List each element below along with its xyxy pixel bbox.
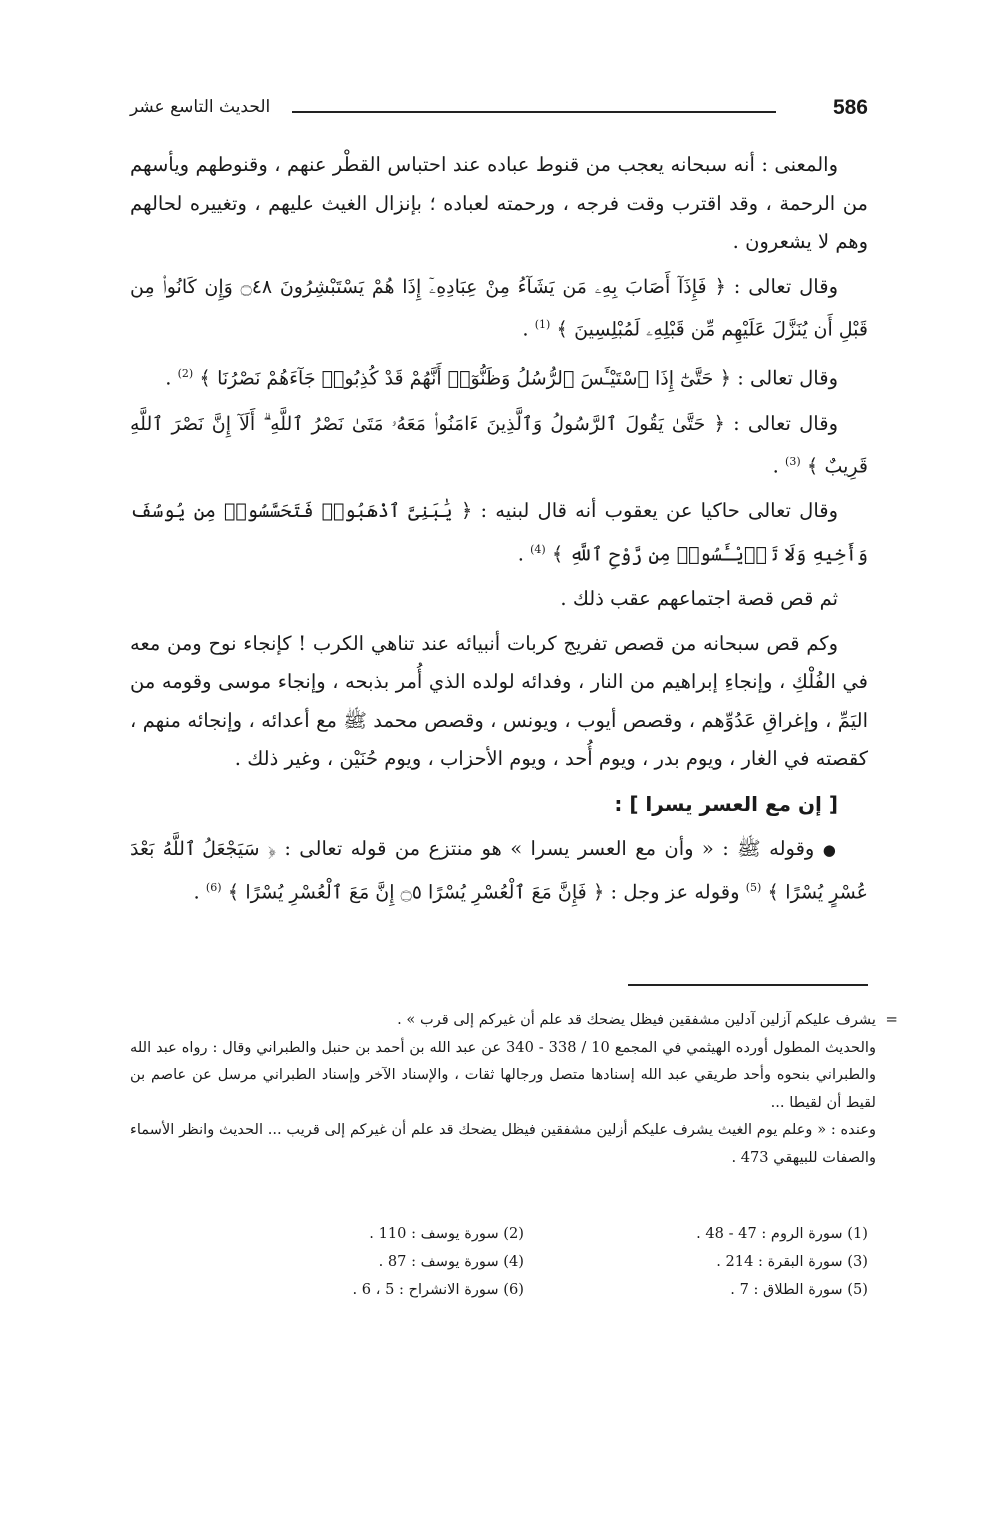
footnote-line: والحديث المطول أورده الهيثمي في المجمع 10 / 338 - 340 عن عبد الله بن أحمد بن حنبل والطبراني وقال : رواه عبد الله والطبراني بنحوه وأحد طريقي عبد الله إسنادها متصل ورجالها ثقات ، والإسناد الآخر وإسناد الطبراني مرسل عن عاصم بن لقيط أن لقيطا ... <box>130 1038 876 1111</box>
verse-intro: وقال تعالى حاكيا عن يعقوب أنه قال لبنيه : ﴿ <box>460 499 839 523</box>
quran-verse: يَٰبَنِىَّ ٱذْهَبُوا۟ فَتَحَسَّسُوا۟ مِن يُوسُفَ وَأَخِيهِ وَلَا تَا۟يْـَٔسُوا۟ مِن رَّوْحِ ٱللَّهِ <box>130 500 868 566</box>
footnote-line: وعنده : « وعلم يوم الغيث يشرف عليكم أزلين مشفقين فيظل يضحك قد علم أن غيركم إلى قريب ... الحديث وانظر الأسماء والصفات للبيهقي 473 . <box>130 1121 876 1166</box>
paragraph-hardship-ease: ● وقوله ﷺ : « وأن مع العسر يسرا » هو منتزع من قوله تعالى : ﴿ سَيَجْعَلُ ٱللَّهُ بَعْدَ عُسْرٍ يُسْرًا ﴾ $^{(5)}$ وقوله عز وجل : ﴿ فَإِنَّ مَعَ ٱلْعُسْرِ يُسْرًا ۝٥ إِنَّ مَعَ ٱلْعُسْرِ يُسْرًا ﴾ $^{(6)}$ . <box>130 836 868 904</box>
paragraph-prophets: وكم قص سبحانه من قصص تفريج كربات أنبيائه عند تناهي الكرب ! كإنجاء نوح ومن معه في الفُلْكِ ، وإنجاءِ إبراهيم من النار ، وفدائه لولده الذي أُمر بذبحه ، وإنجاء موسى وقومه من اليَمِّ ، وإغراقِ عَدُوِّهم ، وقصص أيوب ، ويونس ، وقصص محمد ﷺ مع أعدائه ، وإنجائه منهم ، كقصته في الغار ، ويوم بدر ، ويوم أُحد ، ويوم الأحزاب ، ويوم حُنَيْن ، وغير ذلك . <box>130 631 868 771</box>
quran-verse: فَإِنَّ مَعَ ٱلْعُسْرِ يُسْرًا ۝٥ إِنَّ مَعَ ٱلْعُسْرِ يُسْرًا <box>245 881 587 904</box>
page-number: 586 <box>832 96 868 119</box>
paragraph-verse-yusuf-110: وقال تعالى : ﴿ حَتَّىٰٓ إِذَا ٱسْتَيْـَٔسَ ٱلرُّسُلُ وَظَنُّوٓا۟ أَنَّهُمْ قَدْ كُذِبُوا۟ جَآءَهُمْ نَصْرُنَا ﴾ $^{(2)}$ . <box>165 366 838 390</box>
paragraph-verse-yusuf-87: وقال تعالى حاكيا عن يعقوب أنه قال لبنيه : ﴿ يَٰبَنِىَّ ٱذْهَبُوا۟ فَتَحَسَّسُوا۟ مِن يُوسُفَ وَأَخِيهِ وَلَا تَا۟يْـَٔسُوا۟ مِن رَّوْحِ ٱللَّهِ ﴾ $^{(4)}$ . <box>130 499 868 566</box>
footnote-ref[interactable]: (2) <box>177 367 194 381</box>
reference-item: (5) سورة الطلاق : 7 . <box>730 1281 868 1298</box>
paragraph-verse-rum: وقال تعالى : ﴿ فَإِذَآ أَصَابَ بِهِۦ مَن يَشَآءُ مِنْ عِبَادِهِۦٓ إِذَا هُمْ يَسْتَبْشِرُونَ ۝٤٨ وَإِن كَانُوا۟ مِن قَبْلِ أَن يُنَزَّلَ عَلَيْهِم مِّن قَبْلِهِۦ لَمُبْلِسِينَ ﴾ $^{(1)}$ . <box>130 274 868 341</box>
quran-verse: حَتَّىٰٓ إِذَا ٱسْتَيْـَٔسَ ٱلرُّسُلُ وَظَنُّوٓا۟ أَنَّهُمْ قَدْ كُذِبُوا۟ جَآءَهُمْ نَصْرُنَا <box>217 367 714 390</box>
hadith-intro: وقوله ﷺ : « وأن مع العسر يسرا » هو منتزع من قوله تعالى : ﴿ <box>267 836 815 860</box>
verse-close-bracket: ﴾ <box>227 880 240 904</box>
reference-item: (3) سورة البقرة : 214 . <box>716 1253 868 1270</box>
verse-intro: وقوله عز وجل : ﴿ <box>592 880 740 904</box>
verse-intro: وقال تعالى : ﴿ <box>719 366 838 390</box>
bullet-icon: ● <box>822 840 839 859</box>
footnote-ref[interactable]: (3) <box>785 455 801 469</box>
verse-intro: وقال تعالى : ﴿ <box>714 274 838 298</box>
quran-verse: سَيَجْعَلُ ٱللَّهُ بَعْدَ عُسْرٍ يُسْرًا <box>130 837 868 904</box>
continuation-mark: = <box>885 1010 898 1028</box>
verse-close-bracket: ﴾ <box>199 366 211 390</box>
paragraph-verse-baqara: وقال تعالى : ﴿ حَتَّىٰ يَقُولَ ٱلرَّسُولُ وَٱلَّذِينَ ءَامَنُوا۟ مَعَهُۥ مَتَىٰ نَصْرُ ٱللَّهِ ۗ أَلَآ إِنَّ نَصْرَ ٱللَّهِ قَرِيبٌ ﴾ $^{(3)}$ . <box>130 411 868 478</box>
verse-intro: وقال تعالى : ﴿ <box>713 411 838 435</box>
verse-close-bracket: ﴾ <box>551 542 564 566</box>
verse-close-bracket: ﴾ <box>556 317 568 341</box>
section-heading: [ إن مع العسر يسرا ] : <box>614 791 838 816</box>
quran-verse: حَتَّىٰ يَقُولَ ٱلرَّسُولُ وَٱلَّذِينَ ءَامَنُوا۟ مَعَهُۥ مَتَىٰ نَصْرُ ٱللَّهِ ۗ أَلَآ إِنَّ نَصْرَ ٱللَّهِ قَرِيبٌ <box>130 412 868 478</box>
footnotes <box>130 1006 898 1172</box>
footnote-line: يشرف عليكم آزلين آدلين مشفقين فيظل يضحك قد علم أن غيركم إلى قرب » . <box>397 1011 876 1028</box>
reference-item: (4) سورة يوسف : 87 . <box>378 1253 524 1270</box>
reference-item: (6) سورة الانشراح : 5 ، 6 . <box>352 1281 524 1298</box>
verse-close-bracket: ﴾ <box>806 454 819 478</box>
header-rule <box>292 111 776 113</box>
running-title: الحديث التاسع عشر <box>130 97 271 117</box>
footnote-ref[interactable]: (5) <box>745 881 762 895</box>
verse-close-bracket: ﴾ <box>767 880 779 904</box>
paragraph-meaning: والمعنى : أنه سبحانه يعجب من قنوط عباده عند احتباس القطْر عنهم ، وقنوطهم ويأسهم من الرحمة ، وقد اقترب وقت فرجه ، ورحمته لعباده ؛ بإنزال الغيث عليهم ، وتغييره لحالهم وهم لا يشعرون . <box>130 153 868 254</box>
paragraph-story: ثم قص قصة اجتماعهم عقب ذلك . <box>560 586 838 610</box>
footnote-ref[interactable]: (6) <box>205 881 222 895</box>
reference-item: (2) سورة يوسف : 110 . <box>369 1225 524 1242</box>
footnote-separator <box>628 984 868 986</box>
quran-verse: فَإِذَآ أَصَابَ بِهِۦ مَن يَشَآءُ مِنْ عِبَادِهِۦٓ إِذَا هُمْ يَسْتَبْشِرُونَ ۝٤٨ وَإِن كَانُوا۟ مِن قَبْلِ أَن يُنَزَّلَ عَلَيْهِم مِّن قَبْلِهِۦ لَمُبْلِسِينَ <box>130 275 868 341</box>
footnote-ref[interactable]: (4) <box>530 542 546 556</box>
page-header <box>130 96 868 130</box>
surah-references <box>250 1220 868 1304</box>
footnote-ref[interactable]: (1) <box>534 318 551 332</box>
reference-item: (1) سورة الروم : 47 - 48 . <box>696 1225 868 1242</box>
main-text <box>130 146 868 918</box>
